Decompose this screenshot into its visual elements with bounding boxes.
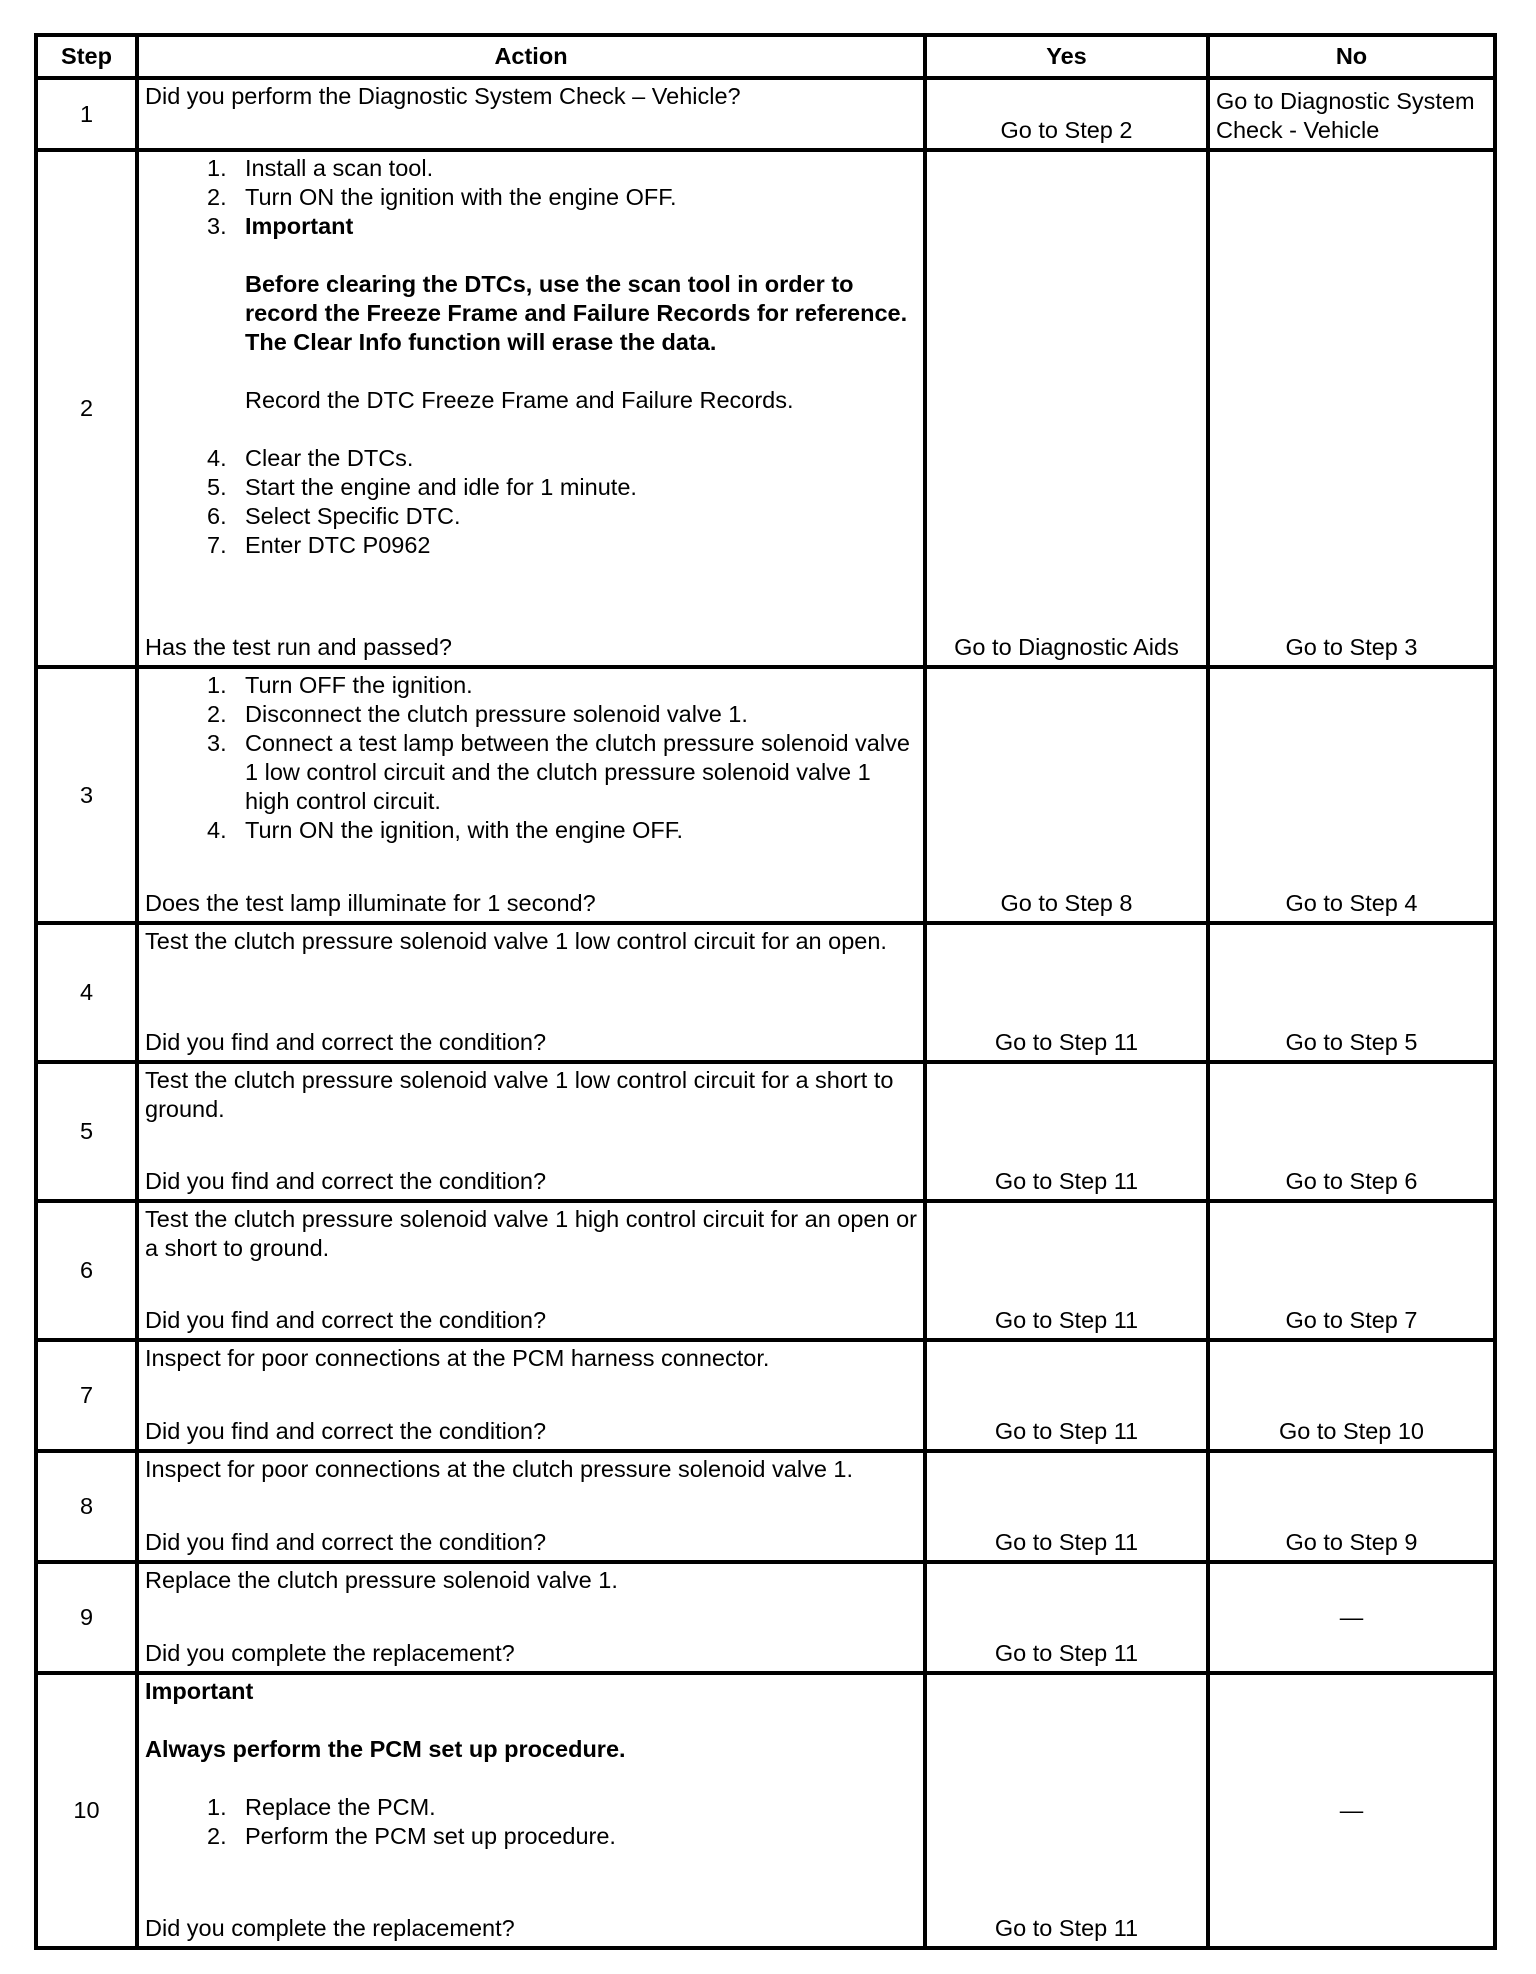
table-row [36,1562,1495,1673]
step-number: 10 [36,1673,137,1948]
no-result: — [1208,1562,1495,1673]
action-cell [137,1340,925,1451]
question-text: Did you find and correct the condition? [145,1529,547,1555]
no-result: Go to Step 4 [1208,667,1495,923]
list-item: 4. Clear the DTCs. [207,445,414,471]
table-row [36,923,1495,1062]
no-result [1208,78,1495,150]
action-text: Test the clutch pressure solenoid valve 1 high control circuit for an open or a short to ground. [145,1206,918,1261]
question-text: Does the test lamp illuminate for 1 second? [145,890,596,916]
step-number: 9 [36,1562,137,1673]
list-item: 2. Disconnect the clutch pressure solenoid valve 1. [207,701,748,727]
header-step: Step [36,35,137,78]
yes-result: Go to Step 11 [925,923,1208,1062]
list-item: 5. Start the engine and idle for 1 minute. [207,474,637,500]
header-yes: Yes [925,35,1208,78]
no-result: Go to Step 10 [1208,1340,1495,1451]
list-item: 3. Connect a test lamp between the clutch pressure solenoid valve 1 low control circuit and the clutch pressure solenoid valve 1 high control circuit. [207,730,910,814]
question-text: Has the test run and passed? [145,634,453,660]
list-item: 1. Replace the PCM. [207,1794,436,1820]
action-text: Inspect for poor connections at the clutch pressure solenoid valve 1. [145,1456,854,1482]
yes-result: Go to Step 11 [925,1451,1208,1562]
table-row [36,1673,1495,1948]
list-item: 2. Turn ON the ignition with the engine OFF. [207,184,677,210]
step-number: 2 [36,150,137,667]
yes-result: Go to Step 11 [925,1562,1208,1673]
list-item: 6. Select Specific DTC. [207,503,461,529]
action-cell [137,1062,925,1201]
action-cell [137,78,925,150]
action-cell [137,923,925,1062]
question-text: Did you complete the replacement? [145,1915,515,1941]
question-text: Did you find and correct the condition? [145,1168,547,1194]
record-note: Record the DTC Freeze Frame and Failure Records. [245,387,794,413]
table-row [36,1340,1495,1451]
action-cell [137,1562,925,1673]
step-number: 7 [36,1340,137,1451]
important-note: Always perform the PCM set up procedure. [145,1736,626,1762]
action-cell [137,667,925,923]
action-text: Test the clutch pressure solenoid valve 1 low control circuit for an open. [145,928,887,954]
yes-result: Go to Diagnostic Aids [925,150,1208,667]
no-result: Go to Step 7 [1208,1201,1495,1340]
list-item: 4. Turn ON the ignition, with the engine OFF. [207,817,684,843]
action-cell [137,1451,925,1562]
table-row [36,1451,1495,1562]
step-number: 8 [36,1451,137,1562]
table-row [36,1062,1495,1201]
table-row [36,667,1495,923]
table-row [36,150,1495,667]
list-item: 1. Turn OFF the ignition. [207,672,473,698]
action-cell [137,1201,925,1340]
diagnostic-table [34,33,1497,1950]
step-number: 1 [36,78,137,150]
no-result: Go to Step 5 [1208,923,1495,1062]
header-row [36,35,1495,78]
action-text: Did you perform the Diagnostic System Check – Vehicle? [145,83,741,109]
action-cell [137,150,925,667]
step-number: 5 [36,1062,137,1201]
yes-result: Go to Step 2 [925,78,1208,150]
list-item: 7. Enter DTC P0962 [207,532,431,558]
no-result: — [1208,1673,1495,1948]
important-label: Important [145,1678,254,1704]
question-text: Did you find and correct the condition? [145,1029,547,1055]
important-note: Before clearing the DTCs, use the scan tool in order to record the Freeze Frame and Failure Records for reference. The Clear Info function will erase the data. [245,271,908,355]
yes-result: Go to Step 11 [925,1062,1208,1201]
no-result: Go to Step 6 [1208,1062,1495,1201]
list-item: 3. Important [207,213,354,239]
yes-result: Go to Step 11 [925,1673,1208,1948]
yes-result: Go to Step 11 [925,1201,1208,1340]
action-cell [137,1673,925,1948]
table-row [36,78,1495,150]
action-text: Test the clutch pressure solenoid valve 1 low control circuit for a short to ground. [145,1067,894,1122]
question-text: Did you complete the replacement? [145,1640,515,1666]
step-number: 3 [36,667,137,923]
list-item: 2. Perform the PCM set up procedure. [207,1823,616,1849]
no-result-text: Go to Diagnostic System Check - Vehicle [1216,88,1475,143]
header-no: No [1208,35,1495,78]
action-text: Inspect for poor connections at the PCM harness connector. [145,1345,770,1371]
table-row [36,1201,1495,1340]
header-action: Action [137,35,925,78]
question-text: Did you find and correct the condition? [145,1418,547,1444]
no-result: Go to Step 9 [1208,1451,1495,1562]
step-number: 6 [36,1201,137,1340]
yes-result: Go to Step 11 [925,1340,1208,1451]
no-result: Go to Step 3 [1208,150,1495,667]
action-text: Replace the clutch pressure solenoid valve 1. [145,1567,618,1593]
list-item: 1. Install a scan tool. [207,155,434,181]
question-text: Did you find and correct the condition? [145,1307,547,1333]
yes-result: Go to Step 8 [925,667,1208,923]
step-number: 4 [36,923,137,1062]
